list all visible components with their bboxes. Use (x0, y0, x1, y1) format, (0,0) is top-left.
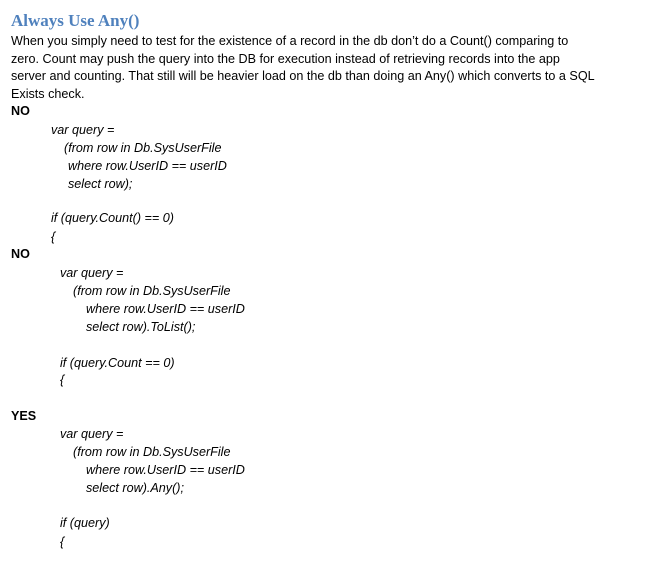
section-heading: Always Use Any() (11, 11, 140, 30)
code-line: var query = (60, 427, 124, 441)
code-line: where row.UserID == userID (86, 302, 245, 316)
example-label-no: NO (11, 104, 30, 118)
code-line: if (query.Count() == 0) (51, 211, 174, 225)
code-line: (from row in Db.SysUserFile (64, 141, 222, 155)
intro-line: When you simply need to test for the existence of a record in the db don’t do a Count() comparing to (11, 34, 569, 48)
code-line: if (query) (60, 516, 110, 530)
example-label-no: NO (11, 247, 30, 261)
code-line: if (query.Count == 0) (60, 356, 175, 370)
code-line: var query = (60, 266, 124, 280)
code-line: where row.UserID == userID (68, 159, 227, 173)
code-line: select row); (68, 177, 133, 191)
code-line: { (60, 373, 65, 387)
intro-line: server and counting. That still will be heavier load on the db than doing an Any() which converts to a SQL (11, 69, 595, 84)
code-line: { (51, 230, 56, 244)
code-line: { (60, 535, 65, 549)
code-line: (from row in Db.SysUserFile (73, 284, 231, 298)
example-label-yes: YES (11, 409, 37, 423)
intro-paragraph (11, 33, 651, 104)
code-line: select row).Any(); (86, 481, 184, 495)
code-line: (from row in Db.SysUserFile (73, 445, 231, 459)
code-line: select row).ToList(); (86, 320, 196, 334)
intro-line: zero. Count may push the query into the DB for execution instead of retrieving records into the app (11, 51, 560, 66)
code-line: var query = (51, 123, 115, 137)
code-line: where row.UserID == userID (86, 463, 245, 477)
intro-line: Exists check. (11, 87, 85, 102)
